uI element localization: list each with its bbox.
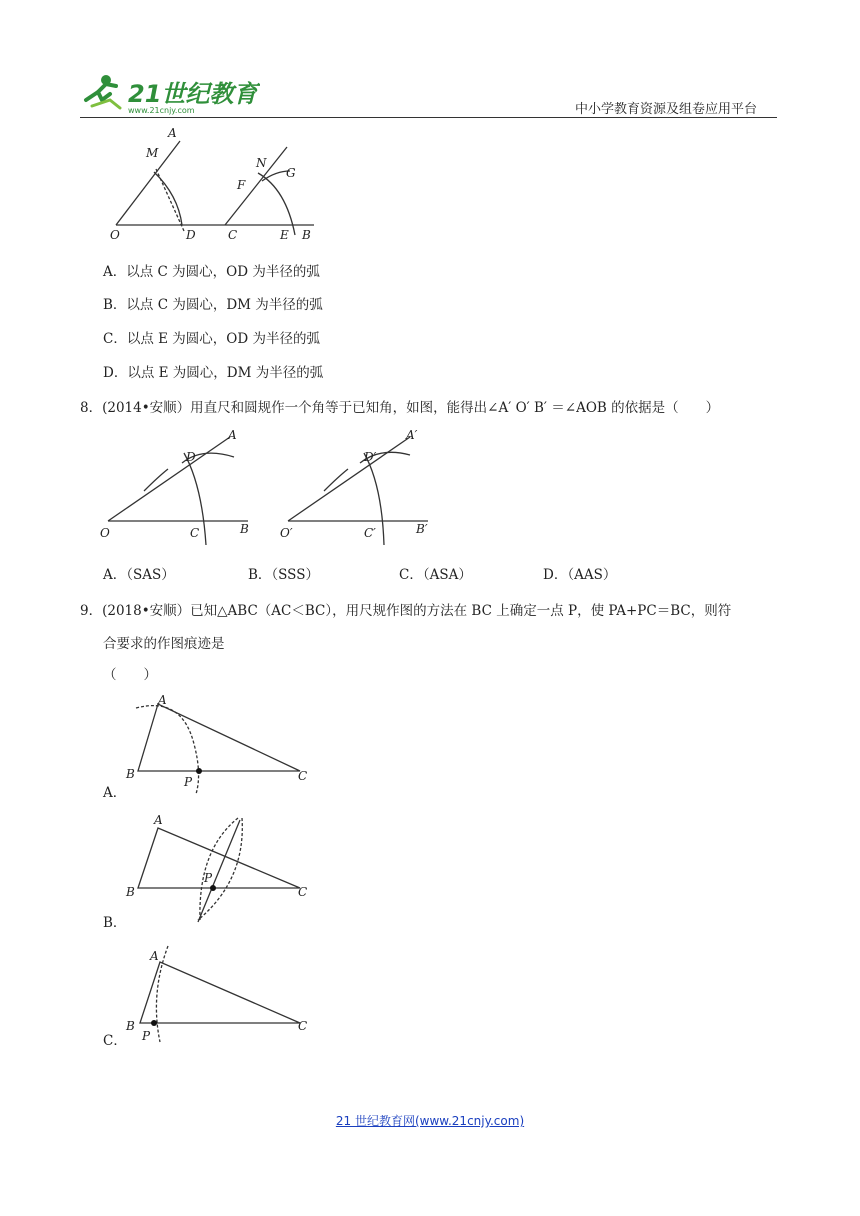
q7-label-a: A <box>168 126 177 140</box>
q7-label-o: O <box>110 228 120 242</box>
q9a-label-c: C <box>298 769 308 783</box>
q7-label-g: G <box>286 166 296 180</box>
q9-option-a[interactable]: A． <box>103 785 127 801</box>
q8-label-c: C <box>190 526 200 540</box>
q8-label-o: O <box>100 526 110 540</box>
q7-option-c[interactable]: C．以点 E 为圆心，OD 为半径的弧 <box>103 331 320 347</box>
q7-option-a[interactable]: A．以点 C 为圆心，OD 为半径的弧 <box>103 264 320 280</box>
q7-option-b[interactable]: B．以点 C 为圆心，DM 为半径的弧 <box>103 297 323 313</box>
q9a-label-a: A <box>158 694 167 707</box>
q7-label-f: F <box>237 178 246 192</box>
site-logo <box>80 70 260 116</box>
q8-label-d-prime: D′ <box>364 450 377 464</box>
q7-figure <box>110 125 320 245</box>
q9-stem-line2: 合要求的作图痕迹是 <box>103 636 225 652</box>
logo-text: 21世纪教育 <box>128 80 258 108</box>
q8-option-b[interactable]: B．（SSS） <box>248 567 319 583</box>
q9a-label-b: B <box>126 767 135 781</box>
q9c-label-a: A <box>150 949 159 963</box>
q9-option-b[interactable]: B． <box>103 915 127 931</box>
q7-option-d[interactable]: D．以点 E 为圆心，DM 为半径的弧 <box>103 365 324 381</box>
q8-label-c-prime: C′ <box>364 526 376 540</box>
q8-stem: 8．(2014•安顺）用直尺和圆规作一个角等于已知角，如图，能得出∠A′ O′ B′ ＝∠AOB 的依据是（ ） <box>80 400 720 416</box>
q8-label-b-prime: B′ <box>416 522 428 536</box>
q7-label-n: N <box>256 156 267 170</box>
q8-option-c[interactable]: C．（ASA） <box>399 567 472 583</box>
q9a-label-p: P <box>184 775 193 789</box>
q9b-label-b: B <box>126 885 135 899</box>
runner-logo-icon <box>86 75 120 108</box>
footer-link[interactable]: 21 世纪教育网(www.21cnjy.com) <box>335 1114 525 1128</box>
q8-label-a: A <box>228 428 237 442</box>
q8-option-d[interactable]: D．（AAS） <box>543 567 617 583</box>
q8-label-d: D <box>186 450 196 464</box>
q8-label-b: B <box>240 522 249 536</box>
q9b-label-p: P <box>204 871 213 885</box>
q7-label-d: D <box>186 228 196 242</box>
q9-answer-paren: （ ） <box>103 667 157 683</box>
q7-label-b: B <box>302 228 311 242</box>
q9-figure-b <box>122 810 317 925</box>
q7-label-e: E <box>280 228 289 242</box>
q7-label-m: M <box>146 146 159 160</box>
q9-stem-line1: 9．(2018•安顺）已知△ABC（AC＜BC），用尺规作图的方法在 BC 上确定一点 P，使 PA+PC＝BC，则符 <box>80 603 732 619</box>
header-divider <box>80 117 777 118</box>
logo-url: www.21cnjy.com <box>128 106 195 115</box>
q9b-label-c: C <box>298 885 308 899</box>
q8-label-a-prime: A′ <box>406 428 418 442</box>
q9c-label-b: B <box>126 1019 135 1033</box>
q9-figure-a <box>122 694 317 794</box>
q9c-label-c: C <box>298 1019 308 1033</box>
q7-label-c: C <box>228 228 238 242</box>
header-tagline: 中小学教育资源及组卷应用平台 <box>575 102 758 117</box>
q8-option-a[interactable]: A．（SAS） <box>103 567 175 583</box>
q9-option-c[interactable]: C． <box>103 1033 127 1049</box>
q8-figure <box>98 425 438 550</box>
q9c-label-p: P <box>142 1029 151 1043</box>
q9b-label-a: A <box>154 813 163 827</box>
q9-figure-c <box>122 944 317 1044</box>
q8-label-o-prime: O′ <box>280 526 293 540</box>
